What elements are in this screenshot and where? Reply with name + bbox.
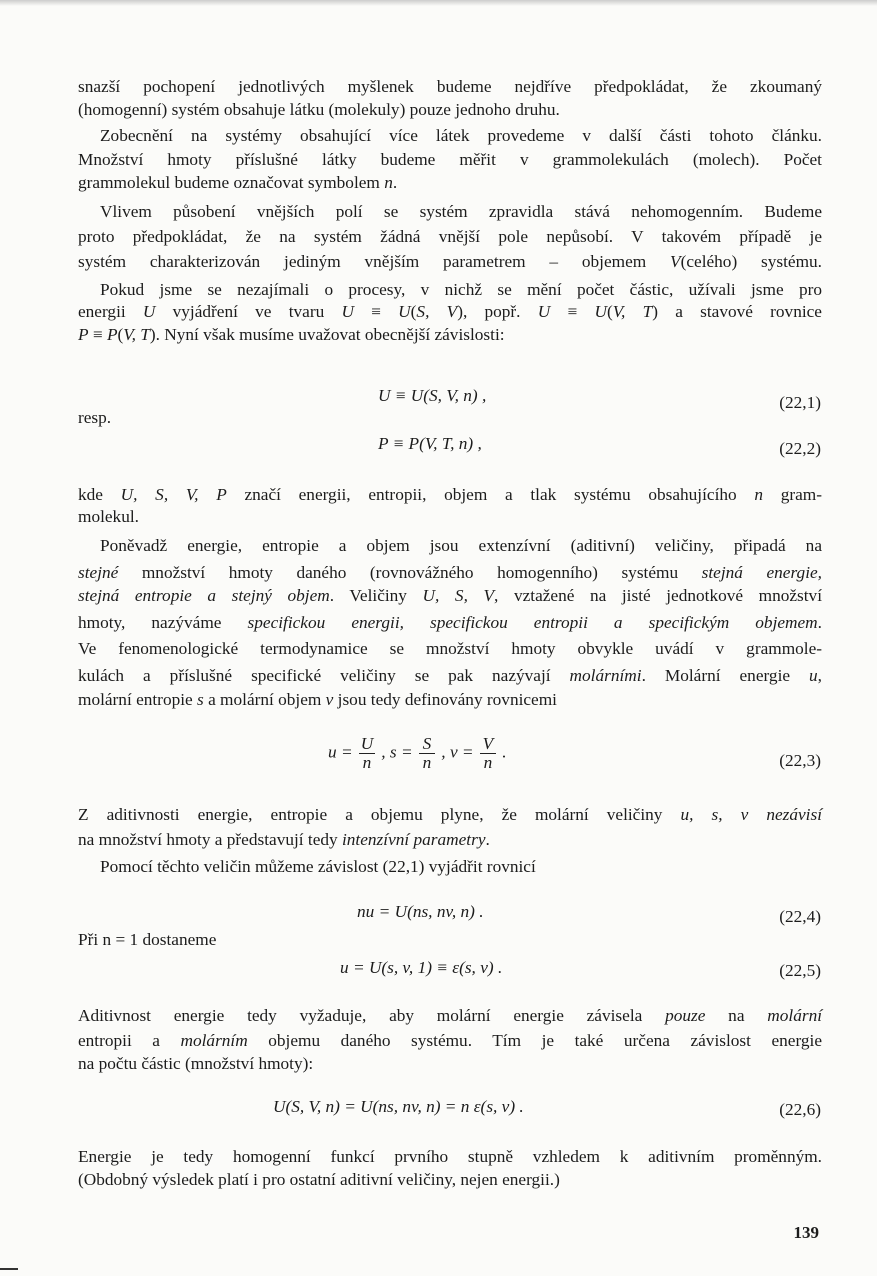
text-segment: molekul. <box>78 507 139 526</box>
text-segment: . <box>485 830 490 849</box>
text-segment: molární entropie <box>78 690 198 709</box>
text-segment: (celého) systému. <box>680 252 822 271</box>
equation-22-1: U ≡ U(S, V, n) , <box>378 386 487 405</box>
text-segment: objemu daného systému. Tím je také určena závislost energie <box>247 1031 823 1050</box>
text-line <box>78 251 822 273</box>
text-segment: entropii a <box>78 1031 181 1050</box>
text-line <box>78 76 822 98</box>
text-line <box>78 172 822 194</box>
equation-number: (22,3) <box>779 751 821 770</box>
equation-number: (22,5) <box>779 961 821 980</box>
text-segment: ≡ <box>353 302 399 321</box>
text-segment: systém charakterizován jediným vnějším parametrem – objemem <box>78 252 671 271</box>
italic-text: stejná entropie a stejný objem <box>78 586 330 605</box>
text-line <box>100 201 822 223</box>
text-segment: ≡ <box>550 302 595 321</box>
text-segment: proto předpokládat, že na systém žádná vnější pole nepůsobí. V takovém případě je <box>78 227 822 246</box>
text-segment: ( <box>117 325 124 344</box>
text-line <box>78 1146 822 1168</box>
text-segment: na množství hmoty a představují tedy <box>78 830 342 849</box>
text-segment: , <box>817 666 822 685</box>
text-line <box>78 149 822 171</box>
text-segment: ) a stavové rovnice <box>652 302 822 321</box>
text-segment: (homogenní) systém obsahuje látku (molekuly) pouze jednoho druhu. <box>78 100 560 119</box>
text-segment: vyjádření ve tvaru <box>155 302 342 321</box>
text-segment: ( <box>606 302 613 321</box>
equation-number: (22,6) <box>779 1100 821 1119</box>
italic-text: U, S, V, P <box>120 485 227 504</box>
italic-text: P <box>106 325 118 344</box>
numerator: V <box>482 734 494 753</box>
fraction <box>419 735 435 772</box>
text-segment: Pomocí těchto veličin můžeme závislost (22,1) vyjádřit rovnicí <box>100 857 536 876</box>
text-segment: (Obdobný výsledek platí i pro ostatní aditivní veličiny, nejen energii.) <box>78 1170 560 1189</box>
text-segment: ), popř. <box>457 302 538 321</box>
text-segment: Poněvadž energie, entropie a objem jsou extenzívní (aditivní) veličiny, připadá na <box>100 536 822 555</box>
equation-22-4: nu = U(ns, nv, n) . <box>357 902 484 921</box>
text-segment: . <box>392 173 398 192</box>
text-segment: Z aditivnosti energie, entropie a objemu plyne, že molární veličiny <box>78 805 681 824</box>
text-segment: . Veličiny <box>329 586 423 605</box>
text-segment: . Molární energie <box>641 666 810 685</box>
text-segment: Zobecnění na systémy obsahující více látek provedeme v další části tohoto článku. <box>100 126 822 145</box>
page-number: 139 <box>793 1223 819 1242</box>
text-line <box>78 829 822 851</box>
denominator: n <box>483 753 493 772</box>
italic-text: U <box>398 302 411 321</box>
text-line <box>100 535 822 557</box>
italic-text: S, V <box>416 302 458 321</box>
italic-text: n <box>754 485 764 504</box>
italic-text: U <box>594 302 607 321</box>
text-segment: grammolekul budeme označovat symbolem <box>78 173 385 192</box>
text-segment: , vztažené na jisté jednotkové množství <box>494 586 822 605</box>
italic-text: V <box>670 252 681 271</box>
text-segment: gram- <box>763 485 822 504</box>
italic-text: intenzívní parametry <box>341 830 486 849</box>
text-line <box>78 506 822 528</box>
italic-text: P <box>78 325 89 344</box>
text-line <box>78 301 822 323</box>
eq-term: , v = <box>441 742 474 762</box>
equation-22-3 <box>328 735 507 772</box>
text-line <box>78 612 822 634</box>
text-segment: hmoty, nazýváme <box>78 613 248 632</box>
italic-text: stejné <box>78 563 119 582</box>
scan-edge <box>0 0 877 6</box>
text-line <box>78 804 822 826</box>
italic-text: V, T <box>123 325 150 344</box>
text-segment: ( <box>410 302 417 321</box>
text-line <box>78 324 822 346</box>
text-line <box>78 226 822 248</box>
equation-22-2: P ≡ P(V, T, n) , <box>378 434 482 453</box>
text-segment: jsou tedy definovány rovnicemi <box>333 690 557 709</box>
italic-text: specifickou energii, specifickou entropii a specifickým objemem <box>247 613 818 632</box>
text-line <box>78 665 822 687</box>
text-segment: energii <box>78 302 143 321</box>
equation-number: (22,1) <box>779 393 821 412</box>
scan-mark <box>0 1268 18 1270</box>
denominator: n <box>362 753 372 772</box>
italic-text: stejná energie, <box>701 563 822 582</box>
text-segment: ). Nyní však musíme uvažovat obecnější závislosti: <box>149 325 505 344</box>
text-segment: ≡ <box>88 325 107 344</box>
eq-term: . <box>502 742 507 762</box>
text-segment: na počtu částic (množství hmoty): <box>78 1054 314 1073</box>
text-line <box>100 279 822 301</box>
text-segment: Aditivnost energie tedy vyžaduje, aby molární energie závisela <box>78 1006 666 1025</box>
italic-text: n <box>384 173 393 192</box>
text-line <box>100 856 822 878</box>
equation-number: (22,2) <box>779 439 821 458</box>
text-line <box>78 1169 822 1191</box>
text-segment: snazší pochopení jednotlivých myšlenek budeme nejdříve předpokládat, že zkoumaný <box>78 77 822 96</box>
fraction <box>359 735 375 772</box>
numerator: U <box>360 734 374 753</box>
equation-number: (22,4) <box>779 907 821 926</box>
italic-text: U <box>341 302 354 321</box>
equation-22-5: u = U(s, v, 1) ≡ ε(s, v) . <box>340 958 503 977</box>
text-line <box>78 638 822 660</box>
eq-term: u = <box>328 742 353 762</box>
text-line <box>78 484 822 506</box>
text-line <box>78 689 822 711</box>
text-line <box>78 1005 822 1027</box>
text-segment: kulách a příslušné specifické veličiny se pak nazývají <box>78 666 570 685</box>
text-segment: na <box>705 1006 768 1025</box>
text-segment: Množství hmoty příslušné látky budeme měřit v grammolekulách (molech). Počet <box>78 150 822 169</box>
text-segment: Energie je tedy homogenní funkcí prvního stupně vzhledem k aditivním proměnným. <box>78 1147 822 1166</box>
fraction <box>480 735 496 772</box>
eq-term: , s = <box>381 742 413 762</box>
italic-text: U <box>537 302 551 321</box>
denominator: n <box>422 753 432 772</box>
italic-text: v <box>325 690 334 709</box>
text-segment: Vlivem působení vnějších polí se systém zpravidla stává nehomogenním. Budeme <box>100 202 822 221</box>
text-segment: . <box>817 613 822 632</box>
text-segment: množství hmoty daného (rovnovážného homogenního) systému <box>118 563 702 582</box>
italic-text: pouze <box>665 1006 706 1025</box>
text-resp: resp. <box>78 408 112 427</box>
italic-text: U, S, V <box>422 586 495 605</box>
text-line <box>78 562 822 584</box>
italic-text: u <box>809 666 818 685</box>
italic-text: s <box>197 690 204 709</box>
numerator: S <box>422 734 432 753</box>
text-line <box>78 585 822 607</box>
text-line <box>78 1053 822 1075</box>
text-segment: Ve fenomenologické termodynamice se množství hmoty obvykle uvádí v grammole- <box>78 639 822 658</box>
italic-text: V, T <box>612 302 653 321</box>
text-segment: a molární objem <box>203 690 326 709</box>
italic-text: U <box>142 302 156 321</box>
text-line <box>78 1030 822 1052</box>
text-line <box>100 125 822 147</box>
italic-text: molárními <box>569 666 642 685</box>
text-segment: Pokud jsme se nezajímali o procesy, v nichž se mění počet částic, užívali jsme pro <box>100 280 822 299</box>
italic-text: u, s, v nezávisí <box>680 805 822 824</box>
text-segment: značí energii, entropii, objem a tlak systému obsahujícího <box>226 485 755 504</box>
text-segment: kde <box>78 485 121 504</box>
text-line: Při n = 1 dostaneme <box>78 930 217 949</box>
equation-22-6: U(S, V, n) = U(ns, nv, n) = n ε(s, v) . <box>273 1097 524 1116</box>
italic-text: molárním <box>180 1031 248 1050</box>
italic-text: molární <box>767 1006 823 1025</box>
text-line <box>78 99 822 121</box>
